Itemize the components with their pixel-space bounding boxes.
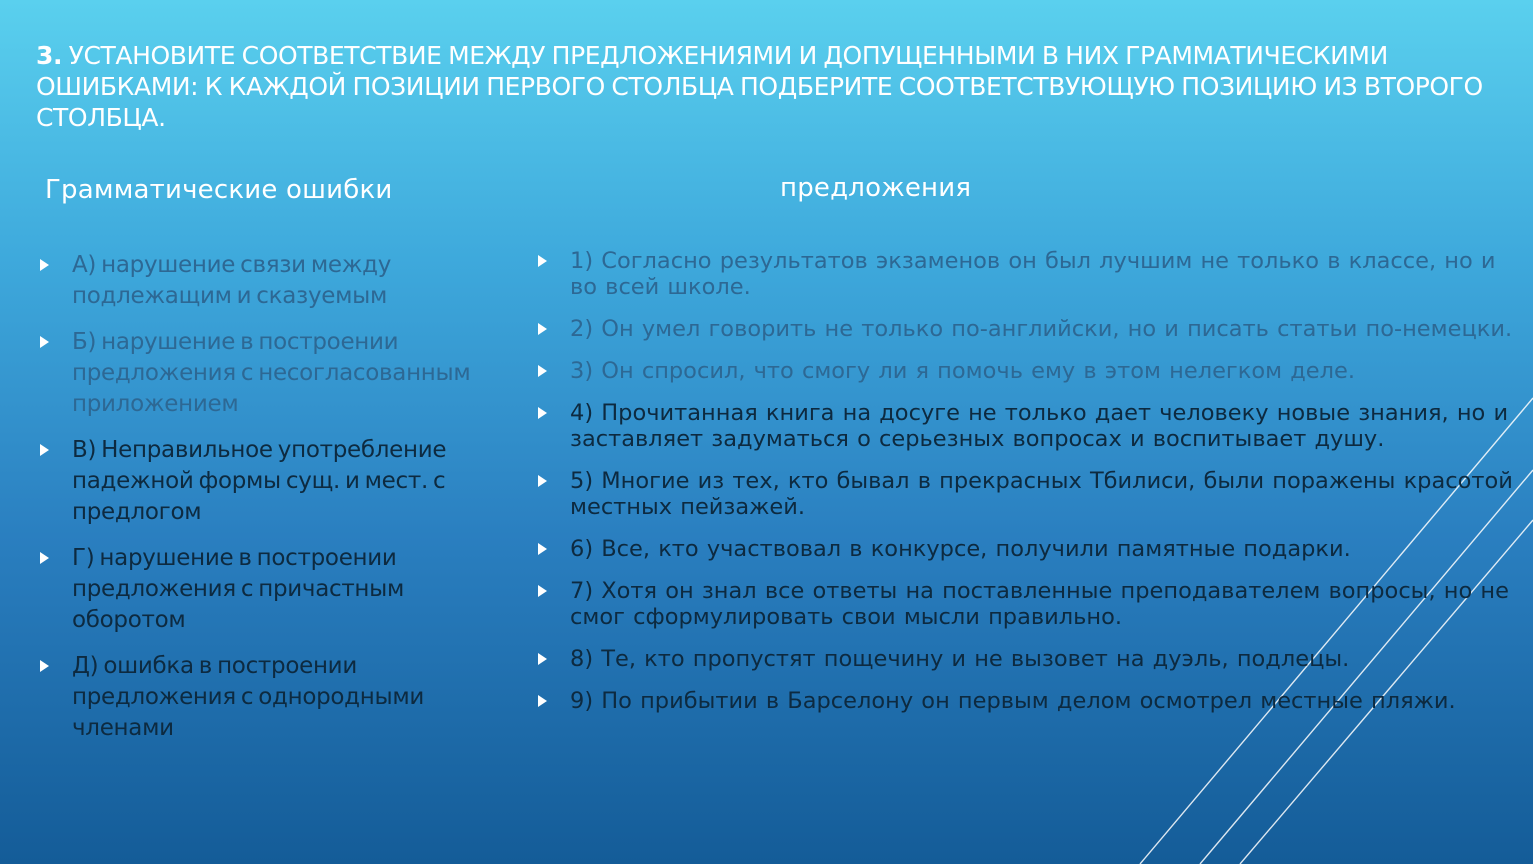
error-item-a bbox=[40, 250, 500, 312]
error-item-text: А) нарушение связи между подлежащим и сказуемым bbox=[72, 252, 392, 309]
triangle-bullet-icon bbox=[40, 552, 49, 564]
error-item-text: Г) нарушение в построении предложения с причастным оборотом bbox=[72, 545, 405, 633]
triangle-bullet-icon bbox=[40, 444, 49, 456]
sentence-item-1 bbox=[538, 248, 1513, 300]
sentence-item-8 bbox=[538, 646, 1513, 672]
triangle-bullet-icon bbox=[538, 407, 547, 419]
sentence-item-2 bbox=[538, 316, 1513, 342]
slide-title bbox=[36, 40, 1506, 133]
error-item-b bbox=[40, 327, 500, 420]
triangle-bullet-icon bbox=[538, 653, 547, 665]
errors-list bbox=[40, 250, 500, 759]
triangle-bullet-icon bbox=[538, 475, 547, 487]
sentence-item-7 bbox=[538, 578, 1513, 630]
sentence-item-text: 2) Он умел говорить не только по-английски, но и писать статьи по-немецки. bbox=[570, 316, 1513, 342]
sentences-list bbox=[538, 248, 1513, 730]
triangle-bullet-icon bbox=[40, 336, 49, 348]
sentence-item-text: 6) Все, кто участвовал в конкурсе, получили памятные подарки. bbox=[570, 536, 1351, 562]
sentence-item-3 bbox=[538, 358, 1513, 384]
sentence-item-text: 1) Согласно результатов экзаменов он был лучшим не только в классе, но и во всей школе. bbox=[570, 248, 1496, 300]
sentence-item-text: 4) Прочитанная книга на досуге не только дает человеку новые знания, но и заставляет задуматься о серьезных вопросах и воспитывает душу. bbox=[570, 400, 1509, 452]
sentence-item-5 bbox=[538, 468, 1513, 520]
sentence-item-text: 5) Многие из тех, кто бывал в прекрасных Тбилиси, были поражены красотой местных пейзажей. bbox=[570, 468, 1513, 520]
sentence-item-text: 7) Хотя он знал все ответы на поставленные преподавателем вопросы, но не смог сформулировать свои мысли правильно. bbox=[570, 578, 1509, 630]
sentence-item-4 bbox=[538, 400, 1513, 452]
error-item-d bbox=[40, 651, 500, 744]
triangle-bullet-icon bbox=[538, 255, 547, 267]
triangle-bullet-icon bbox=[40, 660, 49, 672]
error-item-text: Б) нарушение в построении предложения с несогласованным приложением bbox=[72, 329, 471, 417]
triangle-bullet-icon bbox=[538, 365, 547, 377]
triangle-bullet-icon bbox=[538, 323, 547, 335]
triangle-bullet-icon bbox=[538, 543, 547, 555]
sentence-item-6 bbox=[538, 536, 1513, 562]
error-item-v bbox=[40, 435, 500, 528]
sentence-item-text: 9) По прибытии в Барселону он первым делом осмотрел местные пляжи. bbox=[570, 688, 1456, 714]
triangle-bullet-icon bbox=[538, 585, 547, 597]
right-column-heading: предложения bbox=[780, 173, 972, 203]
sentence-item-9 bbox=[538, 688, 1513, 714]
error-item-text: Д) ошибка в построении предложения с однородными членами bbox=[72, 653, 425, 741]
left-column-heading: Грамматические ошибки bbox=[45, 175, 393, 205]
error-item-g bbox=[40, 543, 500, 636]
sentence-item-text: 8) Те, кто пропустят пощечину и не вызовет на дуэль, подлецы. bbox=[570, 646, 1350, 672]
triangle-bullet-icon bbox=[538, 695, 547, 707]
sentence-item-text: 3) Он спросил, что смогу ли я помочь ему в этом нелегком деле. bbox=[570, 358, 1356, 384]
task-number: 3. bbox=[36, 41, 63, 70]
task-text: УСТАНОВИТЕ СООТВЕТСТВИЕ МЕЖДУ ПРЕДЛОЖЕНИЯМИ И ДОПУЩЕННЫМИ В НИХ ГРАММАТИЧЕСКИМИ ОШИБКАМИ: К КАЖДОЙ ПОЗИЦИИ ПЕРВОГО СТОЛБЦА ПОДБЕРИТЕ СООТВЕТСТВУЮЩУЮ ПОЗИЦИЮ ИЗ ВТОРОГО СТОЛБЦА. bbox=[36, 41, 1483, 132]
error-item-text: В) Неправильное употребление падежной формы сущ. и мест. с предлогом bbox=[72, 437, 447, 525]
triangle-bullet-icon bbox=[40, 259, 49, 271]
